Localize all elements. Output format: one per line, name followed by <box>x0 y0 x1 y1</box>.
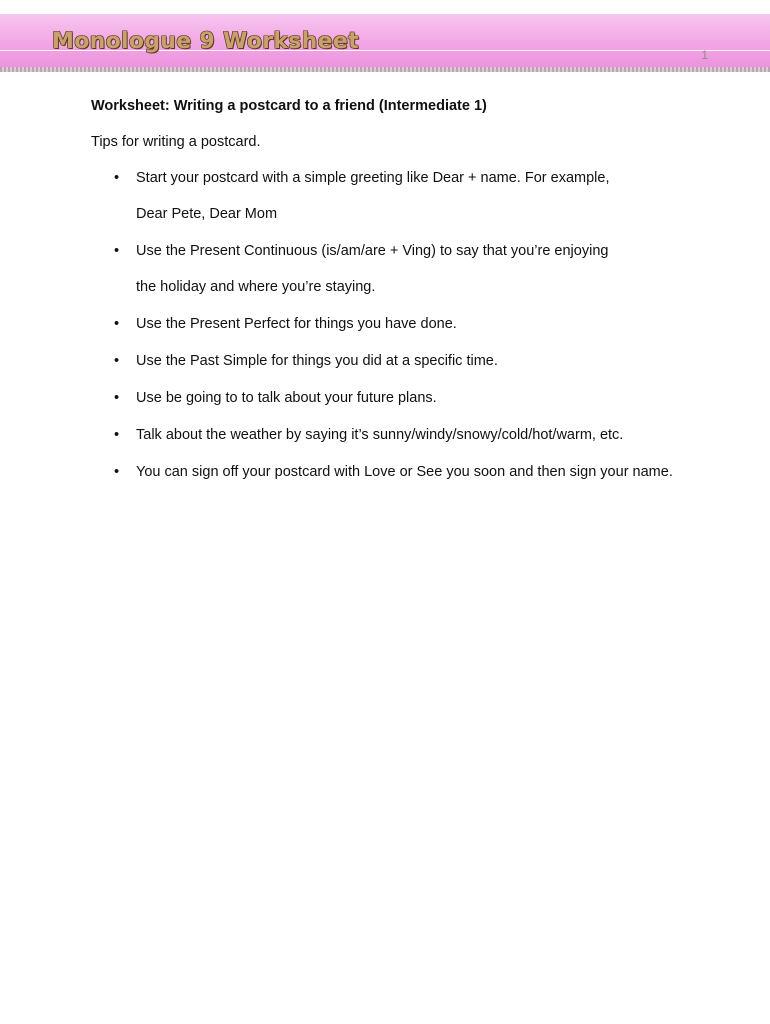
tip-text: Use the Past Simple for things you did at a specific time. <box>136 353 498 369</box>
tip-text: Use the Present Continuous (is/am/are + Ving) to say that you’re enjoying <box>136 243 609 259</box>
tip-item <box>91 315 731 333</box>
tip-item <box>91 463 731 481</box>
tips-list <box>91 169 731 481</box>
tip-text: Use the Present Perfect for things you have done. <box>136 316 457 332</box>
worksheet-heading: Worksheet: Writing a postcard to a friend (Intermediate 1) <box>91 98 487 114</box>
tip-text-continuation: Dear Pete, Dear Mom <box>136 206 278 222</box>
page-number: 1 <box>701 48 708 62</box>
tip-text-continuation: the holiday and where you’re staying. <box>136 279 376 295</box>
tip-item <box>91 242 731 296</box>
worksheet-body <box>91 97 731 500</box>
tip-item <box>91 389 731 407</box>
tip-item <box>91 426 731 444</box>
tip-text: Start your postcard with a simple greeting like Dear + name. For example, <box>136 170 610 186</box>
tips-intro: Tips for writing a postcard. <box>91 134 261 150</box>
tip-text: You can sign off your postcard with Love or See you soon and then sign your name. <box>136 464 673 480</box>
tip-text: Talk about the weather by saying it’s sunny/windy/snowy/cold/hot/warm, etc. <box>136 427 624 443</box>
tip-item <box>91 352 731 370</box>
tip-item <box>91 169 731 223</box>
document-title: Monologue 9 Worksheet <box>52 29 359 54</box>
tip-text: Use be going to to talk about your future plans. <box>136 390 437 406</box>
